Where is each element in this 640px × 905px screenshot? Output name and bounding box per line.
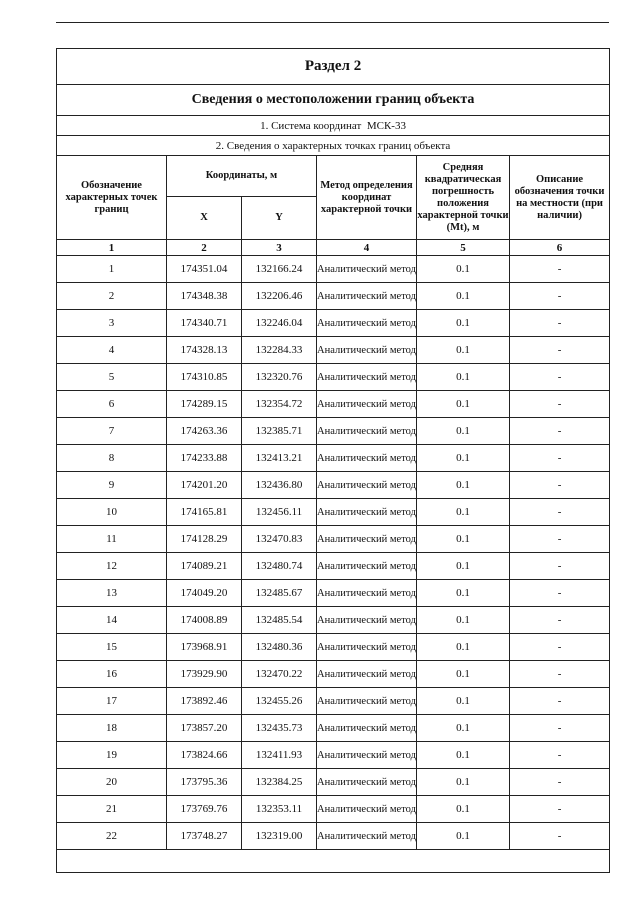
- method: Аналитический метод: [317, 607, 417, 634]
- description: -: [510, 445, 610, 472]
- column-number: 2: [167, 240, 242, 256]
- table-row: [57, 823, 610, 850]
- description: -: [510, 580, 610, 607]
- table-row: [57, 472, 610, 499]
- error-value: 0.1: [417, 499, 510, 526]
- table-row: [57, 391, 610, 418]
- error-value: 0.1: [417, 445, 510, 472]
- error-value: 0.1: [417, 472, 510, 499]
- coord-x: 174310.85: [167, 364, 242, 391]
- table-row: [57, 715, 610, 742]
- method: Аналитический метод: [317, 715, 417, 742]
- method: Аналитический метод: [317, 634, 417, 661]
- coord-y: 132385.71: [242, 418, 317, 445]
- coord-x: 174348.38: [167, 283, 242, 310]
- description: -: [510, 634, 610, 661]
- point-number: 7: [57, 418, 167, 445]
- point-number: 9: [57, 472, 167, 499]
- point-number: 5: [57, 364, 167, 391]
- point-number: 10: [57, 499, 167, 526]
- coord-x: 173929.90: [167, 661, 242, 688]
- error-value: 0.1: [417, 526, 510, 553]
- coord-x: 173748.27: [167, 823, 242, 850]
- coord-y: 132384.25: [242, 769, 317, 796]
- error-value: 0.1: [417, 715, 510, 742]
- description: -: [510, 526, 610, 553]
- coord-x: 173968.91: [167, 634, 242, 661]
- description: -: [510, 769, 610, 796]
- method: Аналитический метод: [317, 553, 417, 580]
- description: -: [510, 283, 610, 310]
- coord-y: 132435.73: [242, 715, 317, 742]
- description: -: [510, 256, 610, 283]
- coord-y: 132411.93: [242, 742, 317, 769]
- top-rule: [56, 22, 609, 23]
- description: -: [510, 742, 610, 769]
- empty-footer-row: [57, 850, 610, 873]
- method: Аналитический метод: [317, 823, 417, 850]
- table-row: [57, 742, 610, 769]
- table-row: [57, 283, 610, 310]
- error-value: 0.1: [417, 418, 510, 445]
- coord-x: 174008.89: [167, 607, 242, 634]
- error-value: 0.1: [417, 607, 510, 634]
- method: Аналитический метод: [317, 472, 417, 499]
- error-value: 0.1: [417, 391, 510, 418]
- error-value: 0.1: [417, 796, 510, 823]
- error-value: 0.1: [417, 553, 510, 580]
- table-row: [57, 661, 610, 688]
- method: Аналитический метод: [317, 418, 417, 445]
- coord-system-row: [57, 116, 610, 136]
- method: Аналитический метод: [317, 688, 417, 715]
- table-row: [57, 256, 610, 283]
- description: -: [510, 796, 610, 823]
- description: -: [510, 364, 610, 391]
- empty-cell: [57, 850, 610, 873]
- point-number: 1: [57, 256, 167, 283]
- header-coordinates: Координаты, м: [167, 156, 317, 197]
- coord-y: 132246.04: [242, 310, 317, 337]
- coord-x: 174128.29: [167, 526, 242, 553]
- boundary-table: [56, 48, 610, 873]
- table-row: [57, 769, 610, 796]
- coord-x: 174263.36: [167, 418, 242, 445]
- column-number: 6: [510, 240, 610, 256]
- point-number: 20: [57, 769, 167, 796]
- method: Аналитический метод: [317, 796, 417, 823]
- coord-x: 174201.20: [167, 472, 242, 499]
- table-row: [57, 580, 610, 607]
- method: Аналитический метод: [317, 364, 417, 391]
- method: Аналитический метод: [317, 337, 417, 364]
- error-value: 0.1: [417, 634, 510, 661]
- coord-x: 174049.20: [167, 580, 242, 607]
- header-description: Описание обозначения точки на местности (при наличии): [510, 156, 610, 240]
- point-number: 21: [57, 796, 167, 823]
- point-number: 11: [57, 526, 167, 553]
- table-row: [57, 634, 610, 661]
- coord-x: 174089.21: [167, 553, 242, 580]
- header-error: Средняя квадратическая погрешность положения характерной точки (Mt), м: [417, 156, 510, 240]
- coord-x: 174340.71: [167, 310, 242, 337]
- point-number: 14: [57, 607, 167, 634]
- error-value: 0.1: [417, 337, 510, 364]
- method: Аналитический метод: [317, 256, 417, 283]
- description: -: [510, 391, 610, 418]
- description: -: [510, 472, 610, 499]
- table-row: [57, 337, 610, 364]
- point-number: 13: [57, 580, 167, 607]
- table-row: [57, 796, 610, 823]
- column-number: 4: [317, 240, 417, 256]
- method: Аналитический метод: [317, 742, 417, 769]
- error-value: 0.1: [417, 364, 510, 391]
- section-title: Раздел 2: [57, 49, 610, 85]
- error-value: 0.1: [417, 688, 510, 715]
- table-row: [57, 445, 610, 472]
- method: Аналитический метод: [317, 445, 417, 472]
- description: -: [510, 715, 610, 742]
- coord-y: 132354.72: [242, 391, 317, 418]
- coord-y: 132436.80: [242, 472, 317, 499]
- point-number: 12: [57, 553, 167, 580]
- header-x: X: [167, 197, 242, 240]
- table-row: [57, 310, 610, 337]
- header-y: Y: [242, 197, 317, 240]
- coord-y: 132319.00: [242, 823, 317, 850]
- method: Аналитический метод: [317, 769, 417, 796]
- point-number: 17: [57, 688, 167, 715]
- coord-x: 174165.81: [167, 499, 242, 526]
- coord-y: 132485.54: [242, 607, 317, 634]
- table-row: [57, 364, 610, 391]
- coord-y: 132455.26: [242, 688, 317, 715]
- coord-y: 132206.46: [242, 283, 317, 310]
- method: Аналитический метод: [317, 499, 417, 526]
- coord-system-label: 1. Система координат: [260, 119, 362, 132]
- coord-x: 174351.04: [167, 256, 242, 283]
- method: Аналитический метод: [317, 580, 417, 607]
- point-number: 19: [57, 742, 167, 769]
- coord-x: 173769.76: [167, 796, 242, 823]
- coord-y: 132284.33: [242, 337, 317, 364]
- coord-x: 173795.36: [167, 769, 242, 796]
- coord-y: 132480.36: [242, 634, 317, 661]
- point-number: 18: [57, 715, 167, 742]
- method: Аналитический метод: [317, 310, 417, 337]
- header-method: Метод определения координат характерной точки: [317, 156, 417, 240]
- point-number: 3: [57, 310, 167, 337]
- point-number: 6: [57, 391, 167, 418]
- error-value: 0.1: [417, 256, 510, 283]
- table-row: [57, 553, 610, 580]
- coord-x: 174328.13: [167, 337, 242, 364]
- description: -: [510, 337, 610, 364]
- point-number: 16: [57, 661, 167, 688]
- coord-x: 174233.88: [167, 445, 242, 472]
- coord-y: 132470.22: [242, 661, 317, 688]
- description: -: [510, 499, 610, 526]
- method: Аналитический метод: [317, 283, 417, 310]
- coord-x: 173824.66: [167, 742, 242, 769]
- description: -: [510, 310, 610, 337]
- error-value: 0.1: [417, 661, 510, 688]
- error-value: 0.1: [417, 742, 510, 769]
- method: Аналитический метод: [317, 661, 417, 688]
- description: -: [510, 418, 610, 445]
- error-value: 0.1: [417, 283, 510, 310]
- column-number: 3: [242, 240, 317, 256]
- coord-y: 132470.83: [242, 526, 317, 553]
- coord-system-value: МСК-33: [366, 119, 406, 132]
- column-number: 5: [417, 240, 510, 256]
- document-title: Сведения о местоположении границ объекта: [57, 85, 610, 116]
- point-number: 4: [57, 337, 167, 364]
- coord-x: 174289.15: [167, 391, 242, 418]
- error-value: 0.1: [417, 823, 510, 850]
- point-number: 15: [57, 634, 167, 661]
- point-number: 8: [57, 445, 167, 472]
- point-number: 22: [57, 823, 167, 850]
- coord-y: 132353.11: [242, 796, 317, 823]
- coord-y: 132320.76: [242, 364, 317, 391]
- coord-x: 173892.46: [167, 688, 242, 715]
- error-value: 0.1: [417, 310, 510, 337]
- description: -: [510, 553, 610, 580]
- method: Аналитический метод: [317, 391, 417, 418]
- table-row: [57, 688, 610, 715]
- description: -: [510, 661, 610, 688]
- coord-y: 132413.21: [242, 445, 317, 472]
- coord-y: 132485.67: [242, 580, 317, 607]
- header-designation: Обозначение характерных точек границ: [57, 156, 167, 240]
- error-value: 0.1: [417, 580, 510, 607]
- coord-x: 173857.20: [167, 715, 242, 742]
- description: -: [510, 823, 610, 850]
- column-number: 1: [57, 240, 167, 256]
- coord-y: 132480.74: [242, 553, 317, 580]
- point-number: 2: [57, 283, 167, 310]
- coord-y: 132456.11: [242, 499, 317, 526]
- table-row: [57, 499, 610, 526]
- table-row: [57, 418, 610, 445]
- table-row: [57, 526, 610, 553]
- method: Аналитический метод: [317, 526, 417, 553]
- coord-y: 132166.24: [242, 256, 317, 283]
- error-value: 0.1: [417, 769, 510, 796]
- description: -: [510, 607, 610, 634]
- description: -: [510, 688, 610, 715]
- char-points-label: 2. Сведения о характерных точках границ объекта: [57, 136, 610, 156]
- table-row: [57, 607, 610, 634]
